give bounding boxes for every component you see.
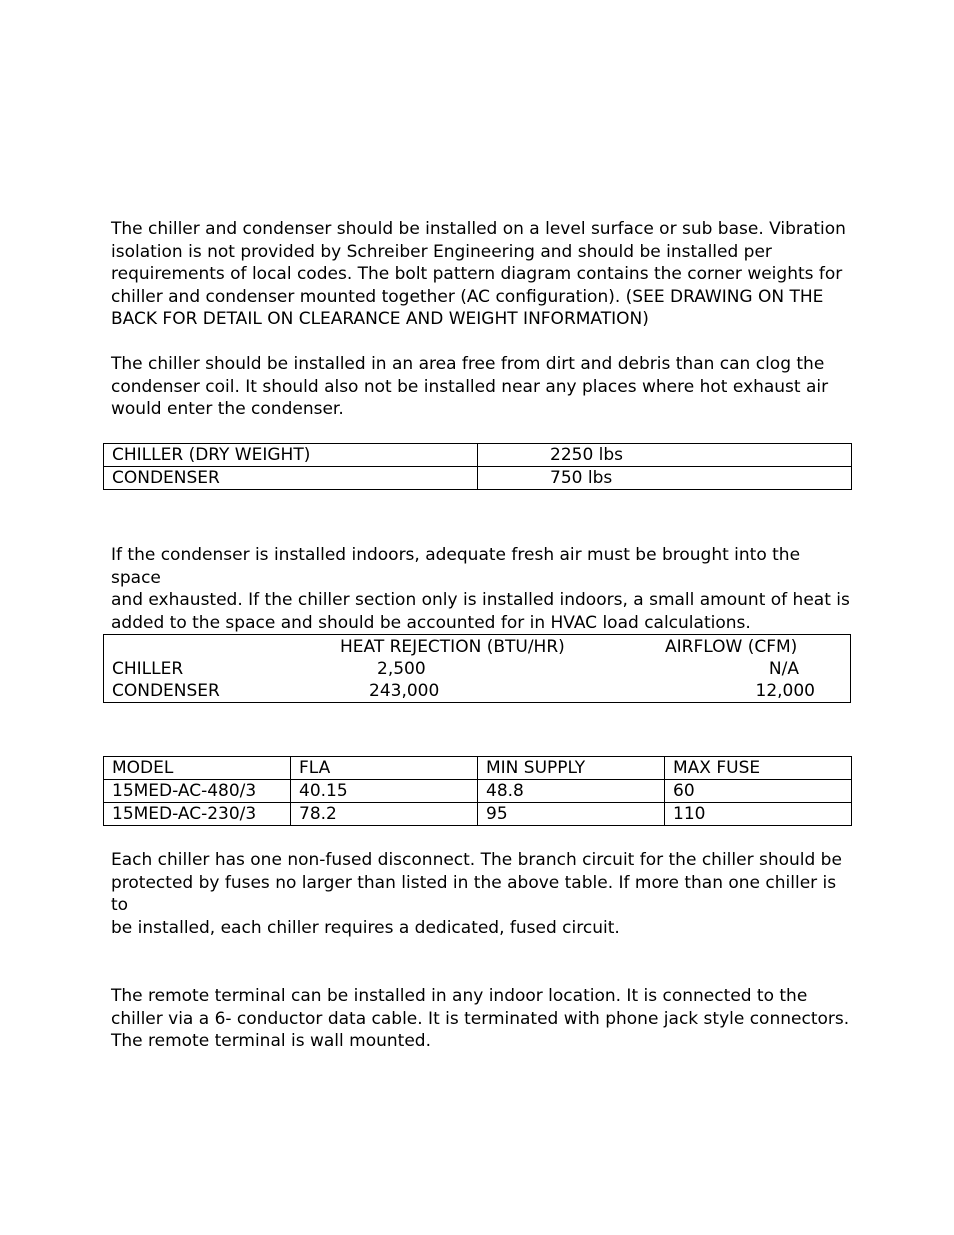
min-supply-cell: 48.8 xyxy=(478,780,665,803)
weight-value-cell: 750 lbs xyxy=(478,467,852,490)
weight-item-cell: CONDENSER xyxy=(104,467,478,490)
table-row xyxy=(104,780,852,803)
heat-item-cell: CONDENSER xyxy=(112,681,220,701)
table-row xyxy=(104,467,852,490)
electrical-paragraph: Each chiller has one non-fused disconnect. The branch circuit for the chiller should be protected by fuses no larger than listed in the above table. If more than one chiller is to be installed, each chiller requires a dedicated, fused circuit. xyxy=(111,850,842,938)
electrical-table xyxy=(103,756,852,826)
min-supply-cell: 95 xyxy=(478,803,665,826)
ventilation-paragraph: If the condenser is installed indoors, adequate fresh air must be brought into the space and exhausted. If the chiller section only is installed indoors, a small amount of heat is added to the space and should be accounted for in HVAC load calculations. xyxy=(111,545,850,633)
header-model: MODEL xyxy=(104,757,291,780)
airflow-value-cell: N/A xyxy=(768,659,799,679)
location-paragraph: The chiller should be installed in an area free from dirt and debris than can clog the condenser coil. It should also not be installed near any places where hot exhaust air would enter the condenser. xyxy=(111,354,829,420)
model-cell: 15MED-AC-480/3 xyxy=(104,780,291,803)
fla-cell: 78.2 xyxy=(291,803,478,826)
heat-item-cell: CHILLER xyxy=(112,659,184,679)
max-fuse-cell: 110 xyxy=(665,803,852,826)
table-row xyxy=(104,444,852,467)
remote-terminal-paragraph: The remote terminal can be installed in any indoor location. It is connected to the chiller via a 6- conductor data cable. It is terminated with phone jack style connectors. The remote terminal is wall mounted. xyxy=(111,986,850,1052)
heat-rejection-table xyxy=(103,634,851,703)
installation-paragraph: The chiller and condenser should be installed on a level surface or sub base. Vibration isolation is not provided by Schreiber Engineering and should be installed per requirements of local codes. The bolt pattern diagram contains the corner weights for chiller and condenser mounted together (AC configuration). (SEE DRAWING ON THE BACK FOR DETAIL ON CLEARANCE AND WEIGHT INFORMATION) xyxy=(111,219,846,330)
fla-cell: 40.15 xyxy=(291,780,478,803)
weight-value-cell: 2250 lbs xyxy=(478,444,852,467)
weight-item-cell: CHILLER (DRY WEIGHT) xyxy=(104,444,478,467)
heat-rejection-header: HEAT REJECTION (BTU/HR) xyxy=(340,637,565,657)
heat-value-cell: 243,000 xyxy=(369,681,440,701)
header-min-supply: MIN SUPPLY xyxy=(478,757,665,780)
weight-table xyxy=(103,443,852,490)
airflow-header: AIRFLOW (CFM) xyxy=(665,637,798,657)
heat-value-cell: 2,500 xyxy=(377,659,426,679)
table-row xyxy=(104,803,852,826)
airflow-value-cell: 12,000 xyxy=(755,681,815,701)
model-cell: 15MED-AC-230/3 xyxy=(104,803,291,826)
header-fla: FLA xyxy=(291,757,478,780)
max-fuse-cell: 60 xyxy=(665,780,852,803)
header-max-fuse: MAX FUSE xyxy=(665,757,852,780)
table-header-row xyxy=(104,757,852,780)
